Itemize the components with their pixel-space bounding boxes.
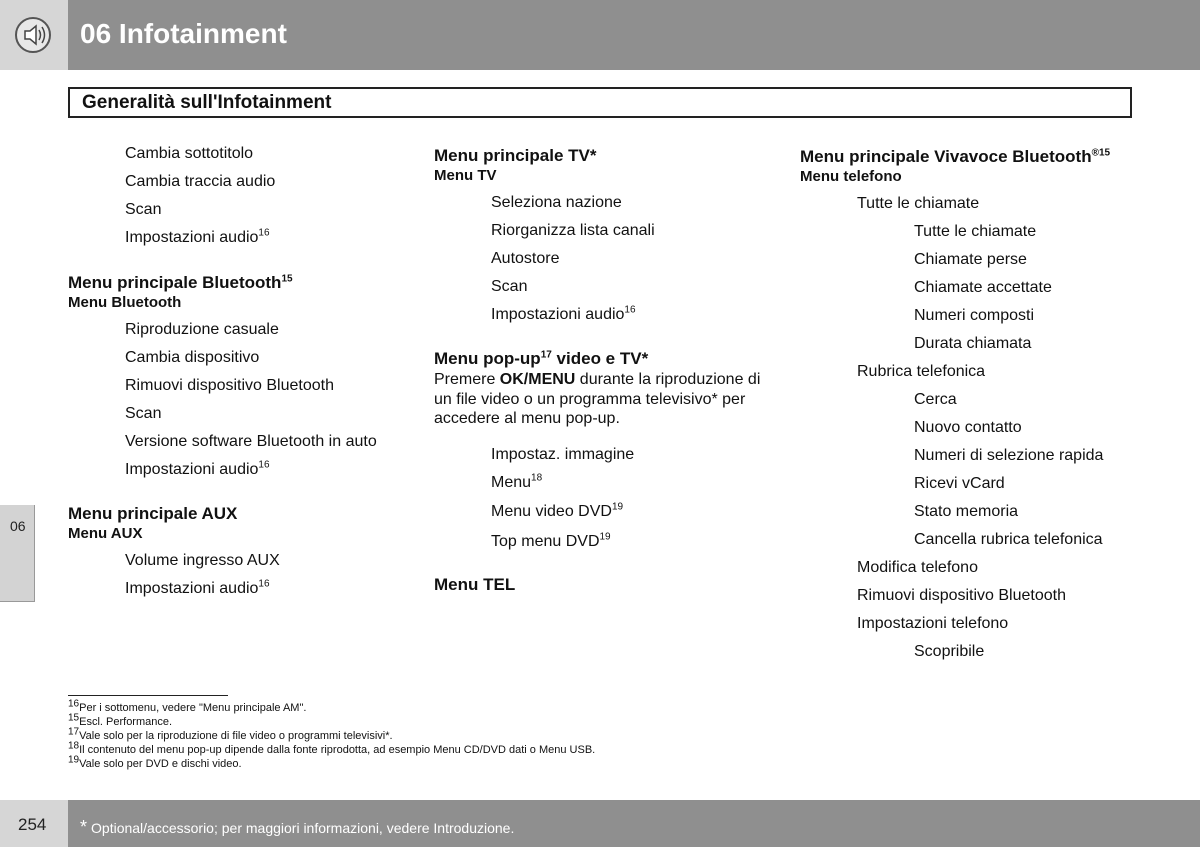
menu-item: Scan <box>491 278 528 295</box>
footer-asterisk: * <box>80 817 88 837</box>
footer-note: * Optional/accessorio; per maggiori informazioni, vedere Introduzione. <box>80 817 515 837</box>
menu-item: Nuovo contatto <box>914 419 1022 436</box>
menu-item: Stato memoria <box>914 503 1019 520</box>
footnote: $^{18}$Il contenuto del menu pop-up dipende dalla fonte riprodotta, ad esempio Menu CD/DVD dati o Menu USB. <box>68 740 596 756</box>
menu-item: Rimuovi dispositivo Bluetooth <box>125 377 334 394</box>
menu-item: Impostazioni audio$^{16}$ <box>125 459 270 478</box>
menu-item: Numeri di selezione rapida <box>914 447 1104 464</box>
menu-item: Menu$^{18}$ <box>491 472 543 491</box>
menu-item: Ricevi vCard <box>914 475 1005 492</box>
menu-item: Seleziona nazione <box>491 194 622 211</box>
menu-item: Menu video DVD$^{19}$ <box>491 501 624 520</box>
menu-item: Rimuovi dispositivo Bluetooth <box>857 587 1066 604</box>
footnote: $^{15}$Escl. Performance. <box>68 712 173 728</box>
bluetooth-menu-heading: Menu principale Bluetooth$^{15}$ <box>68 273 293 292</box>
aux-menu-heading: Menu principale AUX <box>68 504 238 523</box>
section-title-box <box>68 87 1132 118</box>
menu-item: Modifica telefono <box>857 559 978 576</box>
chapter-side-label: 06 <box>10 518 26 534</box>
popup-menu-description: Premere OK/MENU durante la riproduzione di un file video o un programma televisivo* per accedere al menu pop-up. <box>434 371 761 427</box>
handsfree-menu-subheading: Menu telefono <box>800 168 902 185</box>
menu-item: Cambia sottotitolo <box>125 145 254 162</box>
menu-item: Riorganizza lista canali <box>491 222 655 239</box>
handsfree-menu-heading: Menu principale Vivavoce Bluetooth$^{®15}$ <box>800 147 1111 166</box>
menu-item: Cambia traccia audio <box>125 173 276 190</box>
tv-menu-subheading: Menu TV <box>434 167 497 184</box>
footnote: $^{16}$Per i sottomenu, vedere "Menu principale AM". <box>68 698 307 714</box>
menu-item: Numeri composti <box>914 307 1035 324</box>
section-title: Generalità sull'Infotainment <box>82 92 332 113</box>
menu-item: Riproduzione casuale <box>125 321 279 338</box>
menu-item: Scan <box>125 201 162 218</box>
menu-item: Impostazioni audio$^{16}$ <box>125 578 270 597</box>
menu-item: Impostaz. immagine <box>491 446 635 463</box>
menu-item: Top menu DVD$^{19}$ <box>491 531 611 550</box>
menu-item: Durata chiamata <box>914 335 1032 352</box>
menu-item: Impostazioni audio$^{16}$ <box>491 304 636 323</box>
menu-item: Tutte le chiamate <box>857 195 980 212</box>
footnote: $^{17}$Vale solo per la riproduzione di file video o programmi televisivi*. <box>68 726 393 742</box>
menu-item: Scopribile <box>914 643 985 660</box>
speaker-icon <box>14 16 52 54</box>
popup-menu-heading: Menu pop-$up^{17}$ video e TV* <box>434 349 649 368</box>
tv-menu-heading: Menu principale TV* <box>434 146 597 165</box>
bluetooth-menu-subheading: Menu Bluetooth <box>68 294 182 311</box>
footnote: $^{19}$Vale solo per DVD e dischi video. <box>68 754 242 770</box>
page-number: 254 <box>18 815 47 834</box>
menu-item: Tutte le chiamate <box>914 223 1037 240</box>
menu-item: Autostore <box>491 250 560 267</box>
menu-item: Impostazioni audio$^{16}$ <box>125 227 270 246</box>
menu-item: Cancella rubrica telefonica <box>914 531 1103 548</box>
menu-item: Chiamate accettate <box>914 279 1052 296</box>
menu-item: Impostazioni telefono <box>857 615 1009 632</box>
chapter-title: 06 Infotainment <box>80 18 287 49</box>
menu-item: Chiamate perse <box>914 251 1027 268</box>
aux-menu-subheading: Menu AUX <box>68 525 143 542</box>
menu-item: Rubrica telefonica <box>857 363 986 380</box>
tel-menu-heading: Menu TEL <box>434 575 516 594</box>
menu-item: Cerca <box>914 391 957 408</box>
menu-item: Scan <box>125 405 162 422</box>
footnote-divider <box>68 695 228 696</box>
menu-item: Versione software Bluetooth in auto <box>125 433 377 450</box>
menu-item: Cambia dispositivo <box>125 349 260 366</box>
menu-item: Volume ingresso AUX <box>125 552 280 569</box>
